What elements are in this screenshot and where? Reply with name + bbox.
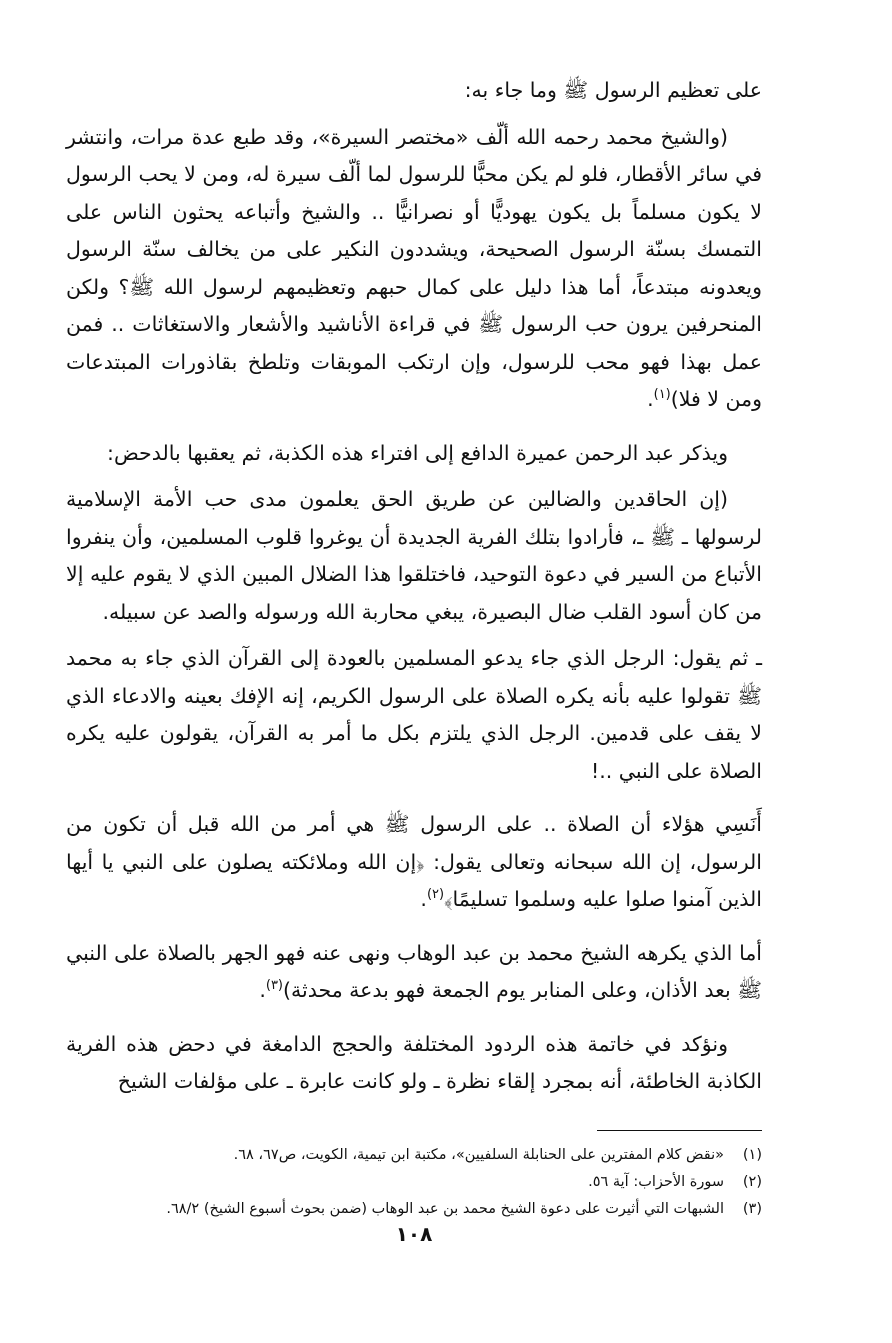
paragraph-1: على تعظيم الرسول ﷺ وما جاء به: (464, 78, 762, 102)
footnotes (66, 1142, 762, 1223)
paragraph-7: أما الذي يكرهه الشيخ محمد بن عبد الوهاب ونهى عنه فهو الجهر بالصلاة على النبي ﷺ بعد الأذان، وعلى المنابر يوم الجمعة فهو بدعة محدثة)$^{(٣)}$. (66, 940, 762, 1002)
footnote-2 (66, 1169, 762, 1196)
page-number: ١٠٨ (395, 1222, 433, 1246)
footnote-text: «نقض كلام المفترين على الحنابلة السلفيين»، مكتبة ابن تيمية، الكويت، ص٦٧، ٦٨. (233, 1147, 724, 1163)
paragraph-8: ونؤكد في خاتمة هذه الردود المختلفة والحجج الدامغة في دحض هذه الفرية الكاذبة الخاطئة، أنه بمجرد إلقاء نظرة ـ ولو كانت عابرة ـ على مؤلفات الشيخ (66, 1031, 762, 1093)
footnote-ref-3[interactable]: (٣) (265, 978, 283, 994)
footnote-number: (٣) (742, 1201, 762, 1217)
paragraph-5: ـ ثم يقول: الرجل الذي جاء يدعو المسلمين بالعودة إلى القرآن الذي جاء به محمد ﷺ تقولوا عليه بأنه يكره الصلاة على الرسول الكريم، إنه الإفك بعينه والادعاء الذي لا يقف على قدمين. الرجل الذي يلتزم بكل ما أمر به القرآن، يقولون عليه يكره الصلاة على النبي ..! (66, 646, 762, 783)
footnote-ref-1[interactable]: (١) (653, 387, 671, 403)
main-text (66, 72, 762, 1101)
paragraph-6: أَنَسِي هؤلاء أن الصلاة .. على الرسول ﷺ هي أمر من الله قبل أن تكون من الرسول، إن الله سبحانه وتعالى يقول: ﴿إن الله وملائكته يصلون على النبي يا أيها الذين آمنوا صلوا عليه وسلموا تسليمًا﴾$^{(٢)}$. (66, 812, 762, 911)
footnote-text: الشبهات التي أثيرت على دعوة الشيخ محمد بن عبد الوهاب (ضمن بحوث أسبوع الشيخ) ٦٨/٢. (166, 1201, 724, 1217)
paragraph-4-quote: (إن الحاقدين والضالين عن طريق الحق يعلمون مدى حب الأمة الإسلامية لرسولها ـ ﷺ ـ، فأرادوا بتلك الفرية الجديدة أن يوغروا قلوب المسلمين، وأن ينفروا الأتباع من السير في دعوة التوحيد، فاختلقوا هذا الضلال المبين الذي لا يقوم عليه إلا من كان أسود القلب ضال البصيرة، يبغي محاربة الله ورسوله والصد عن سبيله. (66, 487, 762, 624)
footnote-ref-2[interactable]: (٢) (426, 887, 445, 903)
paragraph-2-quote: (والشيخ محمد رحمه الله ألّف «مختصر السيرة»، وقد طبع عدة مرات، وانتشر في سائر الأقطار، فلو لم يكن محبًّا للرسول لما ألّف سيرة له، ومن لا يحب الرسول لا يكون مسلماً بل يكون يهوديًّا أو نصرانيًّا .. والشيخ وأتباعه يحثون الناس على التمسك بسنّة الرسول الصحيحة، ويشددون النكير على من يخالف سنّة الرسول ويعدونه مبتدعاً، أما هذا دليل على كمال حبهم وتعظيمهم لرسول الله ﷺ؟ ولكن المنحرفين يرون حب الرسول ﷺ في قراءة الأناشيد والأشعار والاستغاثات .. فمن عمل بهذا فهو محب للرسول، وإن ارتكب الموبقات وتلطخ بقاذورات المبتدعات ومن لا فلا)$^{(١)}$. (66, 124, 762, 411)
paragraph-3: ويذكر عبد الرحمن عميرة الدافع إلى افتراء هذه الكذبة، ثم يعقبها بالدحض: (107, 440, 728, 465)
footnote-text: سورة الأحزاب: آية ٥٦. (588, 1174, 724, 1190)
book-page (66, 72, 762, 1322)
footnote-1 (66, 1142, 762, 1169)
footnote-divider (597, 1130, 762, 1131)
footnote-number: (١) (742, 1147, 762, 1163)
footnote-number: (٢) (742, 1174, 762, 1190)
footnote-3 (66, 1196, 762, 1223)
